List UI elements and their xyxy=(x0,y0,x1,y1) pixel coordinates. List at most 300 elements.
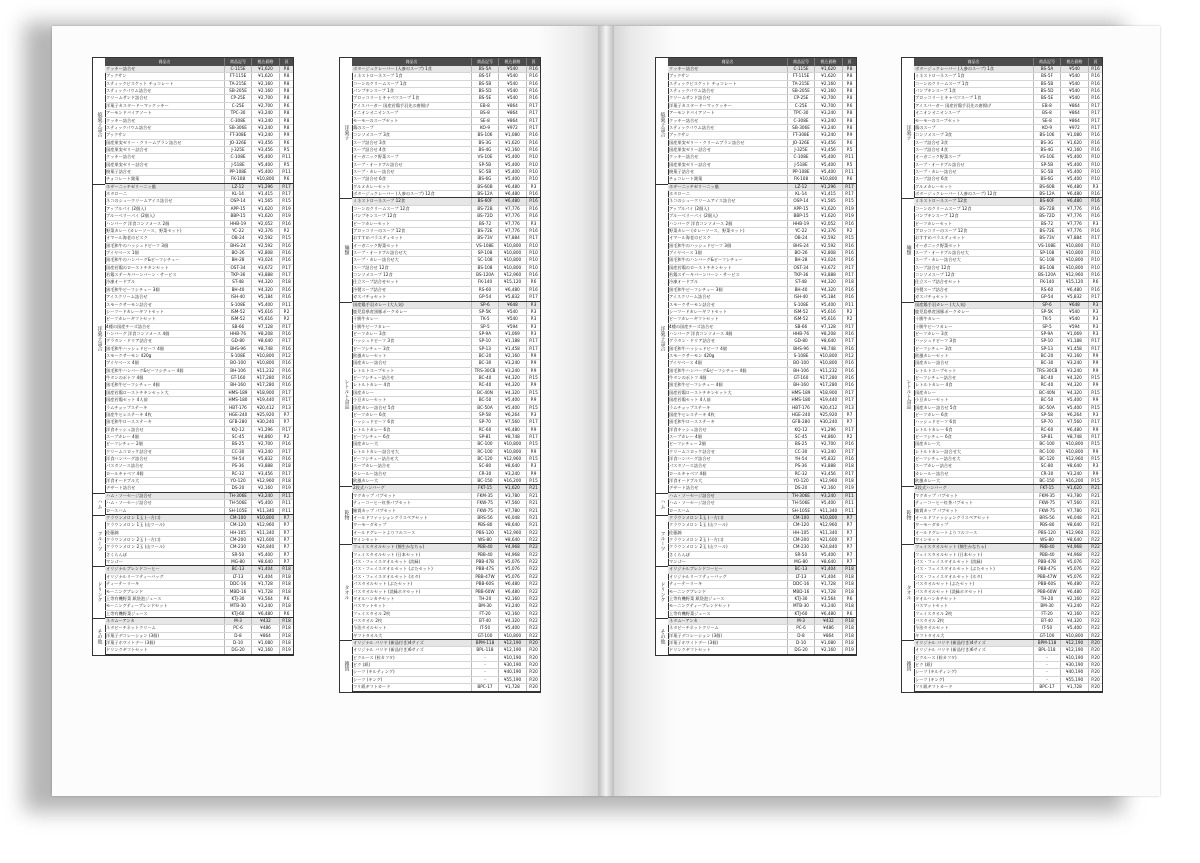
product-code-cell: HGE-240 xyxy=(788,412,815,418)
price-cell: ¥8,640 xyxy=(1061,522,1089,528)
product-code-cell: LT-13 xyxy=(225,574,252,580)
page-ref-cell: P.22 xyxy=(529,573,538,579)
product-name-cell: 国産若鶏のローストチキンセット xyxy=(105,265,225,271)
product-name-cell: 国産カレー詰合せ 5食 xyxy=(352,405,472,411)
product-code-cell: BS-72B xyxy=(1034,206,1061,212)
page-ref-cell: P.17 xyxy=(282,323,291,329)
price-cell: ¥19,440 xyxy=(252,397,280,403)
product-name-cell: ロースハム xyxy=(668,508,788,514)
price-cell: ¥10,800 xyxy=(815,515,843,521)
price-cell: ¥2,808 xyxy=(252,250,280,256)
price-cell: ¥5,400 xyxy=(815,302,843,308)
table-row xyxy=(352,331,540,338)
price-cell: ¥30,240 xyxy=(815,419,843,425)
page-ref-cell: P.16 xyxy=(1091,132,1100,138)
product-name-cell: ビーフカレー 3食 xyxy=(352,331,472,337)
product-code-cell: TK-5 xyxy=(472,316,499,322)
table-row xyxy=(352,184,540,191)
product-code-cell: BHS-96 xyxy=(788,346,815,352)
page-ref-cell: P.17 xyxy=(845,426,854,432)
table-row xyxy=(914,603,1102,610)
product-code-cell: SP-13 xyxy=(472,346,499,352)
table-row xyxy=(105,463,293,470)
product-code-cell: BC-150 xyxy=(1034,478,1061,484)
price-cell: ¥5,400 xyxy=(1061,154,1089,160)
table-row xyxy=(914,449,1102,456)
product-code-cell: C-25E xyxy=(225,103,252,109)
price-cell: ¥864 xyxy=(252,633,280,639)
price-cell: ¥1,458 xyxy=(1061,346,1089,352)
price-cell: ¥24,840 xyxy=(252,544,280,550)
price-cell: ¥4,968 xyxy=(499,552,527,558)
page-ref-cell: P.9 xyxy=(530,353,537,359)
product-name-cell: 国産カレー詰合せ xyxy=(352,360,472,366)
product-code-cell: DG-20 xyxy=(225,647,252,653)
price-cell: ¥3,240 xyxy=(499,360,527,366)
price-cell: ¥10,800 xyxy=(499,257,527,263)
page-ref-cell: P.11 xyxy=(845,169,854,175)
page-ref-cell: P.16 xyxy=(845,375,854,381)
price-cell: ¥3,240 xyxy=(252,110,280,116)
product-name-cell: 国産牛ヒレステーキ 4枚 xyxy=(105,412,225,418)
table-row xyxy=(105,412,293,419)
table-row xyxy=(105,618,293,625)
table-header xyxy=(914,58,1102,66)
product-code-cell: GT-100 xyxy=(1034,633,1061,639)
page-ref-cell: P.22 xyxy=(529,588,538,594)
product-code-cell: PBB-60W xyxy=(1034,589,1061,595)
page-ref-cell: P.20 xyxy=(1091,684,1100,690)
page-ref-cell: P.18 xyxy=(845,617,854,623)
product-name-cell: 黒毛和牛のハンバーグ&ビーフシチュー xyxy=(668,257,788,263)
page-ref-cell: P.8 xyxy=(846,88,853,94)
product-code-cell: - xyxy=(1034,655,1061,661)
product-code-cell: SC-45 xyxy=(225,434,252,440)
page-ref-cell: P.8 xyxy=(846,110,853,116)
product-name-cell: パスタオルセット (ぶたセット) xyxy=(914,581,1034,587)
price-cell: ¥5,400 xyxy=(815,169,843,175)
product-name-cell: 黒毛和牛ハンバーグ&ビーフシチュー 4個 xyxy=(105,368,225,374)
product-name-cell: スティックピスケット チョコレート xyxy=(105,81,225,87)
table-row xyxy=(105,118,293,125)
product-code-cell: CM-100 xyxy=(225,515,252,521)
header-name: 商品名 xyxy=(352,58,472,66)
product-code-cell: PS-36 xyxy=(788,463,815,469)
page-ref-cell: P.22 xyxy=(1091,529,1100,535)
product-code-cell: WS-80 xyxy=(472,537,499,543)
product-name-cell: 仕立スープ詰合せセット xyxy=(352,279,472,285)
table-row xyxy=(352,522,540,529)
product-name-cell: クッキー詰合せ xyxy=(668,66,788,72)
product-name-cell: パス・フェイスタオルセット (淡緑) xyxy=(914,559,1034,565)
product-code-cell: SC-5B xyxy=(472,169,499,175)
page-ref-cell: P.16 xyxy=(282,375,291,381)
price-table xyxy=(901,57,1103,693)
price-cell: ¥12,960 xyxy=(252,522,280,528)
product-code-cell: D-10 xyxy=(225,640,252,646)
price-cell: ¥5,400 xyxy=(815,154,843,160)
product-name-cell: ブロッコリーのスープ 12食 xyxy=(914,228,1034,234)
product-code-cell: SP-9A xyxy=(472,331,499,337)
table-row xyxy=(668,419,856,426)
product-name-cell: クッキー詰合せ xyxy=(668,118,788,124)
product-name-cell: オーガニック野菜スープ xyxy=(914,154,1034,160)
product-name-cell: ブロッコリーとキャベツスープ 1食 xyxy=(914,95,1034,101)
table-row xyxy=(668,316,856,323)
table-row xyxy=(105,95,293,102)
product-name-cell: ボタージュクレーバー (人参のスープ) 1食 xyxy=(352,66,472,72)
product-code-cell: SP-5B xyxy=(1034,162,1061,168)
table-row xyxy=(352,287,540,294)
table-row xyxy=(352,611,540,618)
price-cell: ¥1,069 xyxy=(499,331,527,337)
table-row xyxy=(105,603,293,610)
price-cell: ¥4,320 xyxy=(499,375,527,381)
product-name-cell: 十勝牛ビーフカレー xyxy=(352,324,472,330)
category-text: その他 xyxy=(96,628,103,644)
product-code-cell: CR-30 xyxy=(472,471,499,477)
product-code-cell: MG-80 xyxy=(788,559,815,565)
table-row xyxy=(352,250,540,257)
price-cell: ¥12,960 xyxy=(252,478,280,484)
table-row xyxy=(668,125,856,132)
table-row xyxy=(352,537,540,544)
product-code-cell: BS-108 xyxy=(1034,265,1061,271)
price-cell: ¥1,415 xyxy=(252,191,280,197)
table-row xyxy=(105,640,293,647)
product-code-cell: PBB-40 xyxy=(1034,544,1061,550)
page-ref-cell: P.11 xyxy=(282,507,291,513)
page-ref-cell: P.11 xyxy=(282,169,291,175)
product-code-cell: PP-108E xyxy=(788,169,815,175)
page-ref-cell: P.10 xyxy=(1091,154,1100,160)
price-cell: ¥4,320 xyxy=(1061,618,1089,624)
table-row xyxy=(914,662,1102,669)
product-code-cell: HHB-76 xyxy=(225,331,252,337)
price-cell: ¥1,080 xyxy=(1061,132,1089,138)
product-code-cell: PBS-80 xyxy=(472,522,499,528)
price-cell: ¥30,190 xyxy=(1061,662,1089,668)
page-ref-cell: P.16 xyxy=(845,367,854,373)
page-ref-cell: P.18 xyxy=(845,603,854,609)
table-row xyxy=(914,368,1102,375)
page-ref-cell: P.19 xyxy=(845,647,854,653)
price-cell: ¥8,640 xyxy=(1061,537,1089,543)
table-row xyxy=(105,611,293,618)
product-code-cell: HMS-180 xyxy=(788,397,815,403)
table-row xyxy=(352,647,540,654)
product-code-cell: BS-5F xyxy=(1034,73,1061,79)
product-name-cell: パンプキンスープ 1食 xyxy=(914,88,1034,94)
product-code-cell: - xyxy=(1034,677,1061,683)
page-ref-cell: P.3 xyxy=(530,330,537,336)
product-code-cell: C-308E xyxy=(788,118,815,124)
price-cell: ¥1,404 xyxy=(815,566,843,572)
product-code-cell: GD-80 xyxy=(788,338,815,344)
price-cell: ¥3,240 xyxy=(499,471,527,477)
product-name-cell: スープ詰合せ 12食 xyxy=(914,265,1034,271)
product-name-cell: 上等有機野菜ジュース xyxy=(668,611,788,617)
price-cell: ¥5,400 xyxy=(1061,162,1089,168)
product-code-cell: HHB-19 xyxy=(225,221,252,227)
page-ref-cell: P.9 xyxy=(1092,448,1099,454)
page-ref-cell: P.8 xyxy=(846,80,853,86)
price-cell: ¥7,128 xyxy=(252,324,280,330)
table-row xyxy=(914,154,1102,161)
product-name-cell: コンソメスープ 3食 xyxy=(352,132,472,138)
table-row xyxy=(668,287,856,294)
page-ref-cell: P.17 xyxy=(1091,433,1100,439)
product-name-cell: スープ詰合せ 6食 xyxy=(914,176,1034,182)
price-cell: ¥5,832 xyxy=(1061,294,1089,300)
product-name-cell: パス・フェイスタオルセット (淡緑) xyxy=(352,559,472,565)
table-row xyxy=(105,316,293,323)
table-row xyxy=(105,279,293,286)
product-name-cell: クッキー詰合せ xyxy=(105,118,225,124)
product-name-cell: 若鶏ステーキバーンバーン・サービス xyxy=(668,272,788,278)
table-row xyxy=(352,596,540,603)
table-row xyxy=(352,162,540,169)
table-row xyxy=(914,257,1102,264)
table-row xyxy=(914,559,1102,566)
product-name-cell: オリジナル バリヤ (新品付き)4サイズ xyxy=(914,640,1034,646)
product-name-cell: スープカレー 4個 xyxy=(668,434,788,440)
table-row xyxy=(105,250,293,257)
product-code-cell: KO-9 xyxy=(472,125,499,131)
product-name-cell: 国産若鶏セット 4人前 xyxy=(668,397,788,403)
product-name-cell: 国産カレー xyxy=(914,390,1034,396)
price-cell: ¥10,800 xyxy=(499,265,527,271)
product-name-cell: マグカップ パブセット xyxy=(914,493,1034,499)
product-code-cell: ISM-52 xyxy=(788,316,815,322)
product-name-cell: 今治タオルセット xyxy=(352,625,472,631)
price-cell: ¥2,052 xyxy=(252,221,280,227)
table-row xyxy=(105,625,293,632)
product-code-cell: C-25E xyxy=(788,103,815,109)
price-cell: ¥3,780 xyxy=(1061,493,1089,499)
table-row xyxy=(914,132,1102,139)
price-cell: ¥7,776 xyxy=(1061,213,1089,219)
product-code-cell: SB-306E xyxy=(225,125,252,131)
price-cell: ¥2,160 xyxy=(1061,596,1089,602)
product-code-cell: SC-5B xyxy=(1034,169,1061,175)
product-code-cell: BS-3G xyxy=(472,140,499,146)
product-name-cell: ボタージュクレーバー (人参のスープ) 12食 xyxy=(914,191,1034,197)
product-name-cell: パンプキンスープ 1食 xyxy=(352,88,472,94)
product-name-cell: ビーフシチュー詰合せ xyxy=(914,375,1034,381)
price-cell: ¥6,048 xyxy=(499,515,527,521)
product-name-cell: レトルトカレー 6食 xyxy=(914,427,1034,433)
product-code-cell: BBP-15 xyxy=(225,213,252,219)
table-row xyxy=(668,272,856,279)
page-ref-cell: P.6 xyxy=(530,279,537,285)
price-cell: ¥1,188 xyxy=(1061,338,1089,344)
product-name-cell: 仕立スープ詰合せセット xyxy=(914,279,1034,285)
product-code-cell: WS-80 xyxy=(1034,537,1061,543)
page-ref-cell: P.22 xyxy=(529,581,538,587)
price-cell: ¥5,076 xyxy=(499,574,527,580)
product-name-cell: 欧風カレーセット xyxy=(352,353,472,359)
price-cell: ¥2,160 xyxy=(499,353,527,359)
page-ref-cell: P.16 xyxy=(282,441,291,447)
page-ref-cell: P.15 xyxy=(282,235,291,241)
page-ref-cell: P.21 xyxy=(529,514,538,520)
price-cell: ¥1,728 xyxy=(252,581,280,587)
product-name-cell: さくらんぼ xyxy=(668,552,788,558)
page-ref-cell: P.16 xyxy=(1091,80,1100,86)
product-code-cell: EB-8 xyxy=(1034,103,1061,109)
table-row xyxy=(352,265,540,272)
table-row xyxy=(105,73,293,80)
table-row xyxy=(668,633,856,640)
page-ref-cell: P.16 xyxy=(845,330,854,336)
page-ref-cell: P.8 xyxy=(283,95,290,101)
product-name-cell: クリームコロッケ詰合せ xyxy=(668,449,788,455)
price-cell: ¥4,320 xyxy=(815,287,843,293)
page-ref-cell: P.18 xyxy=(845,566,854,572)
page-ref-cell: P.10 xyxy=(1091,242,1100,248)
product-name-cell: フェイスタオルセット (綿生かなちゃ) xyxy=(914,544,1034,550)
price-cell: ¥5,400 xyxy=(815,500,843,506)
price-table xyxy=(339,57,541,693)
page-ref-cell: P.22 xyxy=(529,529,538,535)
price-cell: ¥10,800 xyxy=(1061,257,1089,263)
price-cell: ¥648 xyxy=(1061,302,1089,308)
product-code-cell: PBB-47B xyxy=(1034,559,1061,565)
price-cell: ¥2,700 xyxy=(252,441,280,447)
table-row xyxy=(668,640,856,647)
product-name-cell: 小豆カレーセット xyxy=(352,397,472,403)
page-ref-cell: P.9 xyxy=(283,132,290,138)
table-row xyxy=(668,110,856,117)
page-ref-cell: P.8 xyxy=(283,110,290,116)
table-row xyxy=(668,471,856,478)
product-code-cell: BH-106 xyxy=(788,368,815,374)
price-cell: ¥3,456 xyxy=(815,147,843,153)
price-cell: ¥5,400 xyxy=(499,405,527,411)
page-ref-cell: P.18 xyxy=(282,279,291,285)
category-text: 洋菓子詰合 xyxy=(96,325,103,351)
price-cell: ¥12,960 xyxy=(1061,456,1089,462)
price-cell: ¥5,184 xyxy=(252,294,280,300)
product-name-cell: ビーフカレー 6食 xyxy=(352,412,472,418)
product-code-cell: C-308E xyxy=(225,118,252,124)
product-name-cell: ビーフカレー 3食 xyxy=(914,331,1034,337)
product-name-cell: ミネストローネスープ 1食 xyxy=(914,73,1034,79)
product-name-cell: ビーフカレーセット xyxy=(352,221,472,227)
product-name-cell: 国産果実ゼリー詰合せ xyxy=(105,162,225,168)
product-name-cell: ロースハム xyxy=(105,508,225,514)
product-code-cell: TKP-36 xyxy=(225,272,252,278)
product-code-cell: EB-8 xyxy=(472,103,499,109)
header-price: 税込価格 xyxy=(499,58,527,66)
product-code-cell: BPM-118 xyxy=(1034,640,1061,646)
table-row xyxy=(668,331,856,338)
page-ref-cell: P.7 xyxy=(846,551,853,557)
product-name-cell: 鶏のスープ xyxy=(352,125,472,131)
product-name-cell: コンソメスープ 3食 xyxy=(914,132,1034,138)
product-code-cell: D-10 xyxy=(788,640,815,646)
product-code-cell: BC-30 xyxy=(472,360,499,366)
price-cell: ¥2,700 xyxy=(252,103,280,109)
product-name-cell: ティーテーリーキ xyxy=(668,581,788,587)
product-name-cell: モーモーのスープセット xyxy=(352,118,472,124)
product-name-cell: 国産カレー大 xyxy=(914,441,1034,447)
price-cell: ¥5,184 xyxy=(815,294,843,300)
price-cell: ¥6,480 xyxy=(499,184,527,190)
table-row xyxy=(914,581,1102,588)
table-row xyxy=(105,154,293,161)
header-code: 商品記号 xyxy=(1034,58,1061,66)
product-code-cell: BS-106 xyxy=(472,132,499,138)
price-cell: ¥1,728 xyxy=(1061,684,1089,690)
page-ref-cell: P.17 xyxy=(529,235,538,241)
table-row xyxy=(105,302,293,309)
product-name-cell: パスタオルセット (淡緑ホタセット) xyxy=(352,589,472,595)
price-cell: ¥12,960 xyxy=(815,478,843,484)
table-row xyxy=(914,221,1102,228)
table-row xyxy=(352,88,540,95)
page-ref-cell: P.17 xyxy=(845,191,854,197)
product-code-cell: S-108E xyxy=(225,353,252,359)
table-row xyxy=(352,206,540,213)
price-cell: ¥3,888 xyxy=(252,463,280,469)
page-ref-cell: P.21 xyxy=(529,507,538,513)
page-ref-cell: P.22 xyxy=(529,551,538,557)
product-code-cell: GT-100 xyxy=(472,633,499,639)
table-row xyxy=(352,669,540,676)
product-code-cell: SP-5 xyxy=(1034,324,1061,330)
product-name-cell: チョコレート銘菓 xyxy=(668,176,788,182)
product-code-cell: M-3 xyxy=(788,618,815,624)
product-name-cell: 2段式ハンバーグ xyxy=(352,485,472,491)
table-row xyxy=(914,589,1102,596)
product-name-cell: クリームサンド詰合せ xyxy=(668,95,788,101)
product-name-cell: 上等有機野菜ジュース xyxy=(105,611,225,617)
page-ref-cell: P.17 xyxy=(282,191,291,197)
price-cell: ¥10,800 xyxy=(1061,449,1089,455)
price-cell: ¥10,800 xyxy=(1061,265,1089,271)
product-name-cell: ドリンクギフトセット xyxy=(105,647,225,653)
product-code-cell: BS-60B xyxy=(472,184,499,190)
product-name-cell: カレールー詰合せ xyxy=(914,471,1034,477)
page-ref-cell: P.17 xyxy=(282,448,291,454)
price-cell: ¥8,640 xyxy=(499,537,527,543)
product-name-cell: ピクルース (粒カフタ) xyxy=(914,655,1034,661)
price-cell: ¥5,616 xyxy=(252,309,280,315)
product-code-cell: SP-81 xyxy=(1034,434,1061,440)
product-name-cell: ビーフカレーギフトセット xyxy=(668,316,788,322)
product-name-cell: ラムチョップステーキ xyxy=(668,405,788,411)
page-ref-cell: P.15 xyxy=(1091,375,1100,381)
page-ref-cell: P.16 xyxy=(529,80,538,86)
product-code-cell: BS-72 xyxy=(1034,221,1061,227)
page-ref-cell: P.20 xyxy=(1091,669,1100,675)
price-cell: ¥8,748 xyxy=(815,346,843,352)
category-text: 乾物 xyxy=(905,509,912,520)
product-code-cell: CM-120 xyxy=(788,522,815,528)
table-row xyxy=(668,647,856,654)
table-row xyxy=(668,140,856,147)
category-label xyxy=(902,302,914,487)
product-code-cell: BPM-118 xyxy=(472,640,499,646)
page-ref-cell: P.16 xyxy=(529,191,538,197)
product-code-cell: KL-14 xyxy=(788,191,815,197)
product-code-cell: BO-100 xyxy=(225,360,252,366)
product-code-cell: BS-8 xyxy=(472,110,499,116)
price-cell: ¥540 xyxy=(499,81,527,87)
product-name-cell: ビーフシチュー 2個 xyxy=(668,441,788,447)
